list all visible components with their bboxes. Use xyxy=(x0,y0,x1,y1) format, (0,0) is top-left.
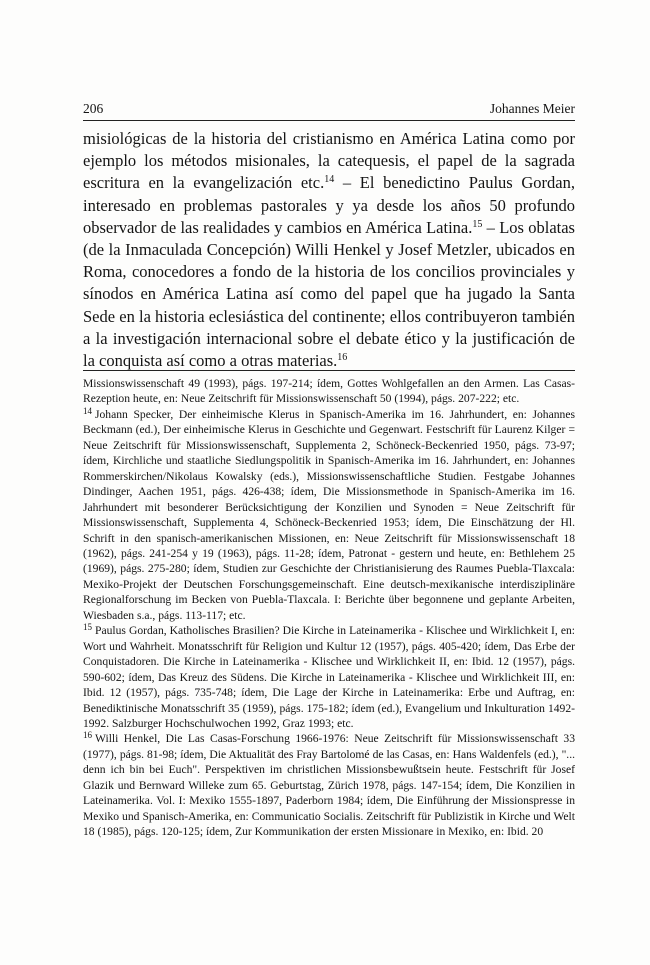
footnote-mark: 15 xyxy=(83,622,92,633)
main-paragraph xyxy=(83,128,575,372)
footnote-ref-16: 16 xyxy=(337,352,348,364)
footnote-ref-14: 14 xyxy=(324,174,335,186)
page-number: 206 xyxy=(83,101,104,116)
footnote-text: Johann Specker, Der einheimische Klerus in Spanisch-Amerika im 16. Jahrhundert, en: Johannes Beckmann (ed.), Der einheimische Klerus in Geschichte und Gegenwart. Festschrift für Laurenz Kilger = Neue Zeitschrift für Missionswissenschaft, Supplementa 2, Schöneck-Beckenried 1950, págs. 73-97; ídem, Kirchliche und staatliche Siedlungspolitik in Spanisch-Amerika im 16. Jahrhundert, en: Johannes Rommerskirchen/Nikolaus Kowalsky (eds.), Missionswissenschaftliche Studien. Festgabe Johannes Dindinger, Aachen 1951, págs. 426-438; ídem, Die Missionsmethode in Spanisch-Amerika im 16. Jahrhundert mit besonderer Berücksichtigung der Konzilien und Synoden = Neue Zeitschrift für Missionswissenschaft, Supplementa 4, Schöneck-Beckenried 1953; ídem, Die Einschätzung der Hl. Schrift in den spanisch-amerikanischen Missionen, en: Neue Zeitschrift für Missionswissenschaft 18 (1962), págs. 241-254 y 19 (1963), págs. 11-28; ídem, Patronat - gestern und heute, en: Bethlehem 25 (1969), págs. 275-280; ídem, Studien zur Geschichte der Christianisierung des Raumes Puebla-Tlaxcala: Mexiko-Projekt der Deutschen Forschungsgemeinschaft. Eine deutsch-mexikanische interdisziplinäre Regionalforschung im Becken von Puebla-Tlaxcala. I: Berichte über begonnene und geplante Arbeiten, Wiesbaden s.a., págs. 113-117; etc. xyxy=(83,407,575,622)
footnote-mark: 14 xyxy=(83,405,92,416)
footnote-15 xyxy=(83,623,575,731)
footnote-text: Missionswissenschaft 49 (1993), págs. 197-214; ídem, Gottes Wohlgefallen an den Armen. Las Casas-Rezeption heute, en: Neue Zeitschrift für Missionswissenschaft 50 (1994), págs. 207-222; etc. xyxy=(83,377,575,406)
footnote-ref-15: 15 xyxy=(472,218,483,230)
footnote-14 xyxy=(83,407,575,623)
body-text-part: misiológicas de la historia del cristianismo en América Latina como por ejemplo los métodos misionales, la catequesis, el papel de la sagrada escritura en la evangelización etc. xyxy=(83,129,575,193)
footnote-text: Paulus Gordan, Katholisches Brasilien? Die Kirche in Lateinamerika - Klischee und Wirklichkeit I, en: Wort und Wahrheit. Monatsschrift für Religion und Kultur 12 (1957), págs. 405-420; ídem, Das Erbe der Conquistadoren. Die Kirche in Lateinamerika - Klischee und Wirklichkeit II, en: Ibid. 12 (1957), págs. 590-602; ídem, Das Kreuz des Südens. Die Kirche in Lateinamerika - Klischee und Wirklichkeit III, en: Ibid. 12 (1957), págs. 735-748; ídem, Die Lage der Kirche in Lateinamerika: Erbe und Auftrag, en: Benediktinische Monatsschrift 35 (1959), págs. 175-182; ídem (ed.), Evangelium und Inkulturation 1492-1992. Salzburger Hochschulwochen 1992, Graz 1993; etc. xyxy=(83,624,575,730)
header-rule xyxy=(83,120,575,121)
page-header xyxy=(83,100,575,118)
body-text-part: – El benedictino Paulus Gordan, interesado en problemas pastorales y ya desde los años 50 profundo observador de las realidades y cambios en América Latina. xyxy=(83,173,575,237)
paragraph xyxy=(83,128,575,372)
footnote-text: Willi Henkel, Die Las Casas-Forschung 1966-1976: Neue Zeitschrift für Missionswissenschaft 33 (1977), págs. 81-98; ídem, Die Aktualität des Fray Bartolomé de las Casas, en: Hans Waldenfels (ed.), "... denn ich bin bei Euch". Perspektiven im christlichen Missionsbewußtsein heute. Festschrift für Josef Glazik und Bernward Willeke zum 65. Geburtstag, Zürich 1978, págs. 147-154; ídem, Die Konzilien in Lateinamerika. Vol. I: Mexiko 1555-1897, Paderborn 1984; ídem, Die Einführung der Missionspresse in Mexiko und Spanisch-Amerika, en: Communicatio Socialis. Zeitschrift für Publizistik in Kirche und Welt 18 (1985), págs. 120-125; ídem, Zur Kommunikation der ersten Missionare in Mexiko, en: Ibid. 20 xyxy=(83,732,575,839)
footnote-16 xyxy=(83,731,575,839)
footnote-separator xyxy=(83,370,575,371)
footnotes xyxy=(83,376,575,840)
footnote-continuation xyxy=(83,376,575,407)
body-text-part: – Los oblatas (de la Inmaculada Concepción) Willi Henkel y Josef Metzler, ubicados en Roma, conocedores a fondo de la historia de los concilios provinciales y sínodos en América Latina así como del papel que ha jugado la Santa Sede en la historia eclesiástica del continente; ellos contribuyeron también a la investigación internacional sobre el debate ético y la justificación de la conquista así como a otras materias. xyxy=(83,217,575,371)
footnote-mark: 16 xyxy=(83,730,92,741)
running-head: Johannes Meier xyxy=(489,101,575,116)
